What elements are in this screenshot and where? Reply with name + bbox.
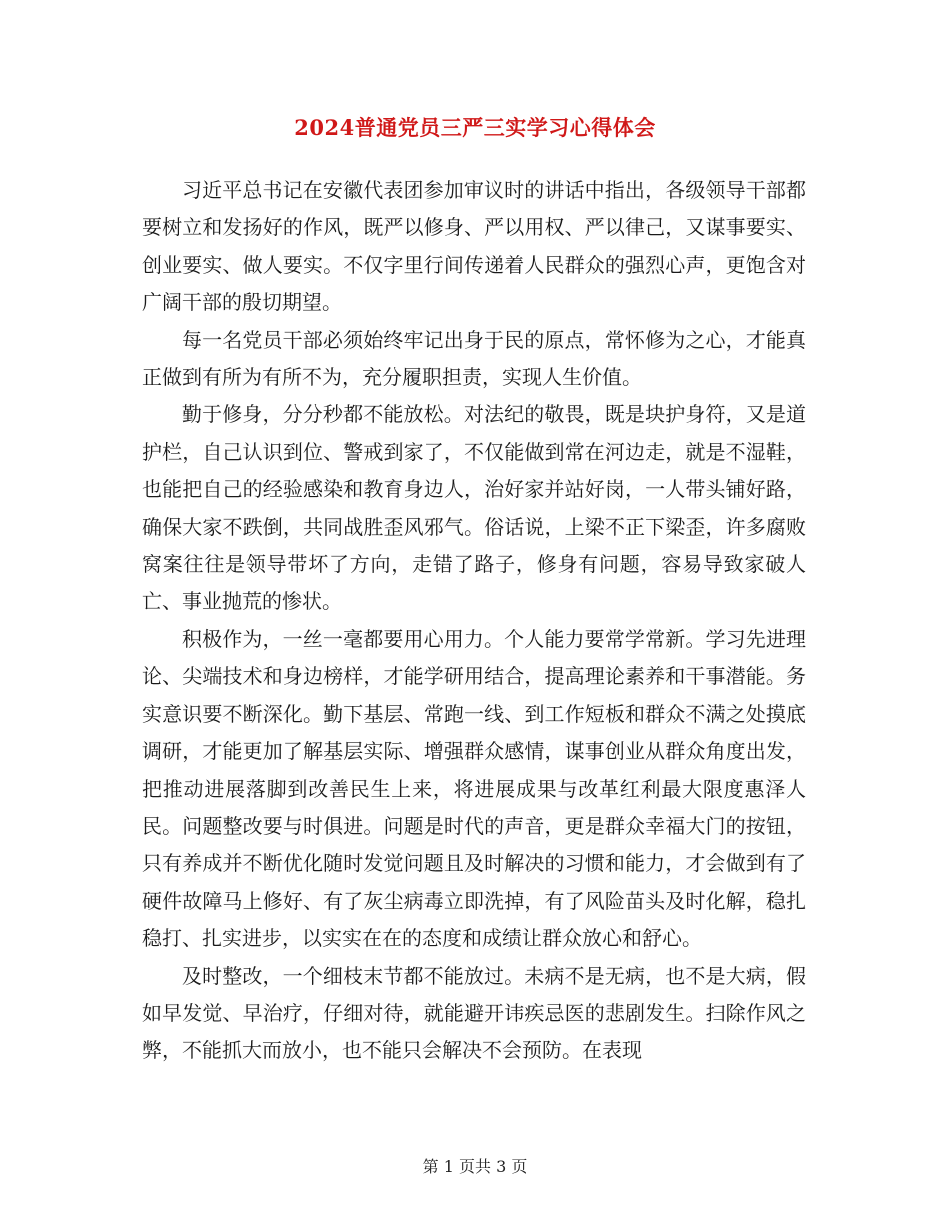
paragraph: 及时整改，一个细枝末节都不能放过。未病不是无病，也不是大病，假如早发觉、早治疗，仔细对待，就能避开讳疾忌医的悲剧发生。扫除作风之弊，不能抓大而放小，也不能只会解决不会预防。在表现 xyxy=(142,963,806,1063)
document-title: 2024普通党员三严三实学习心得体会 xyxy=(294,115,656,140)
paragraph: 勤于修身，分分秒都不能放松。对法纪的敬畏，既是块护身符，又是道护栏，自己认识到位、警戒到家了，不仅能做到常在河边走，就是不湿鞋，也能把自己的经验感染和教育身边人，治好家并站好岗，一人带头铺好路，确保大家不跌倒，共同战胜歪风邪气。俗话说，上梁不正下梁歪，许多腐败窝案往往是领导带坏了方向，走错了路子，修身有问题，容易导致家破人亡、事业抛荒的惨状。 xyxy=(142,402,806,614)
page-number-footer: 第 1 页共 3 页 xyxy=(422,1157,528,1176)
paragraph: 每一名党员干部必须始终牢记出身于民的原点，常怀修为之心，才能真正做到有所为有所不为，充分履职担责，实现人生价值。 xyxy=(142,327,806,390)
paragraph: 积极作为，一丝一毫都要用心用力。个人能力要常学常新。学习先进理论、尖端技术和身边榜样，才能学研用结合，提高理论素养和干事潜能。务实意识要不断深化。勤下基层、常跑一线、到工作短板和群众不满之处摸底调研，才能更加了解基层实际、增强群众感情，谋事创业从群众角度出发，把推动进展落脚到改善民生上来，将进展成果与改革红利最大限度惠泽人民。问题整改要与时俱进。问题是时代的声音，更是群众幸福大门的按钮，只有养成并不断优化随时发觉问题且及时解决的习惯和能力，才会做到有了硬件故障马上修好、有了灰尘病毒立即洗掉，有了风险苗头及时化解，稳扎稳打、扎实进步，以实实在在的态度和成绩让群众放心和舒心。 xyxy=(142,626,806,951)
document-body xyxy=(142,172,806,1070)
paragraph: 习近平总书记在安徽代表团参加审议时的讲话中指出，各级领导干部都要树立和发扬好的作风，既严以修身、严以用权、严以律己，又谋事要实、创业要实、做人要实。不仅字里行间传递着人民群众的强烈心声，更饱含对广阔干部的殷切期望。 xyxy=(142,178,806,315)
